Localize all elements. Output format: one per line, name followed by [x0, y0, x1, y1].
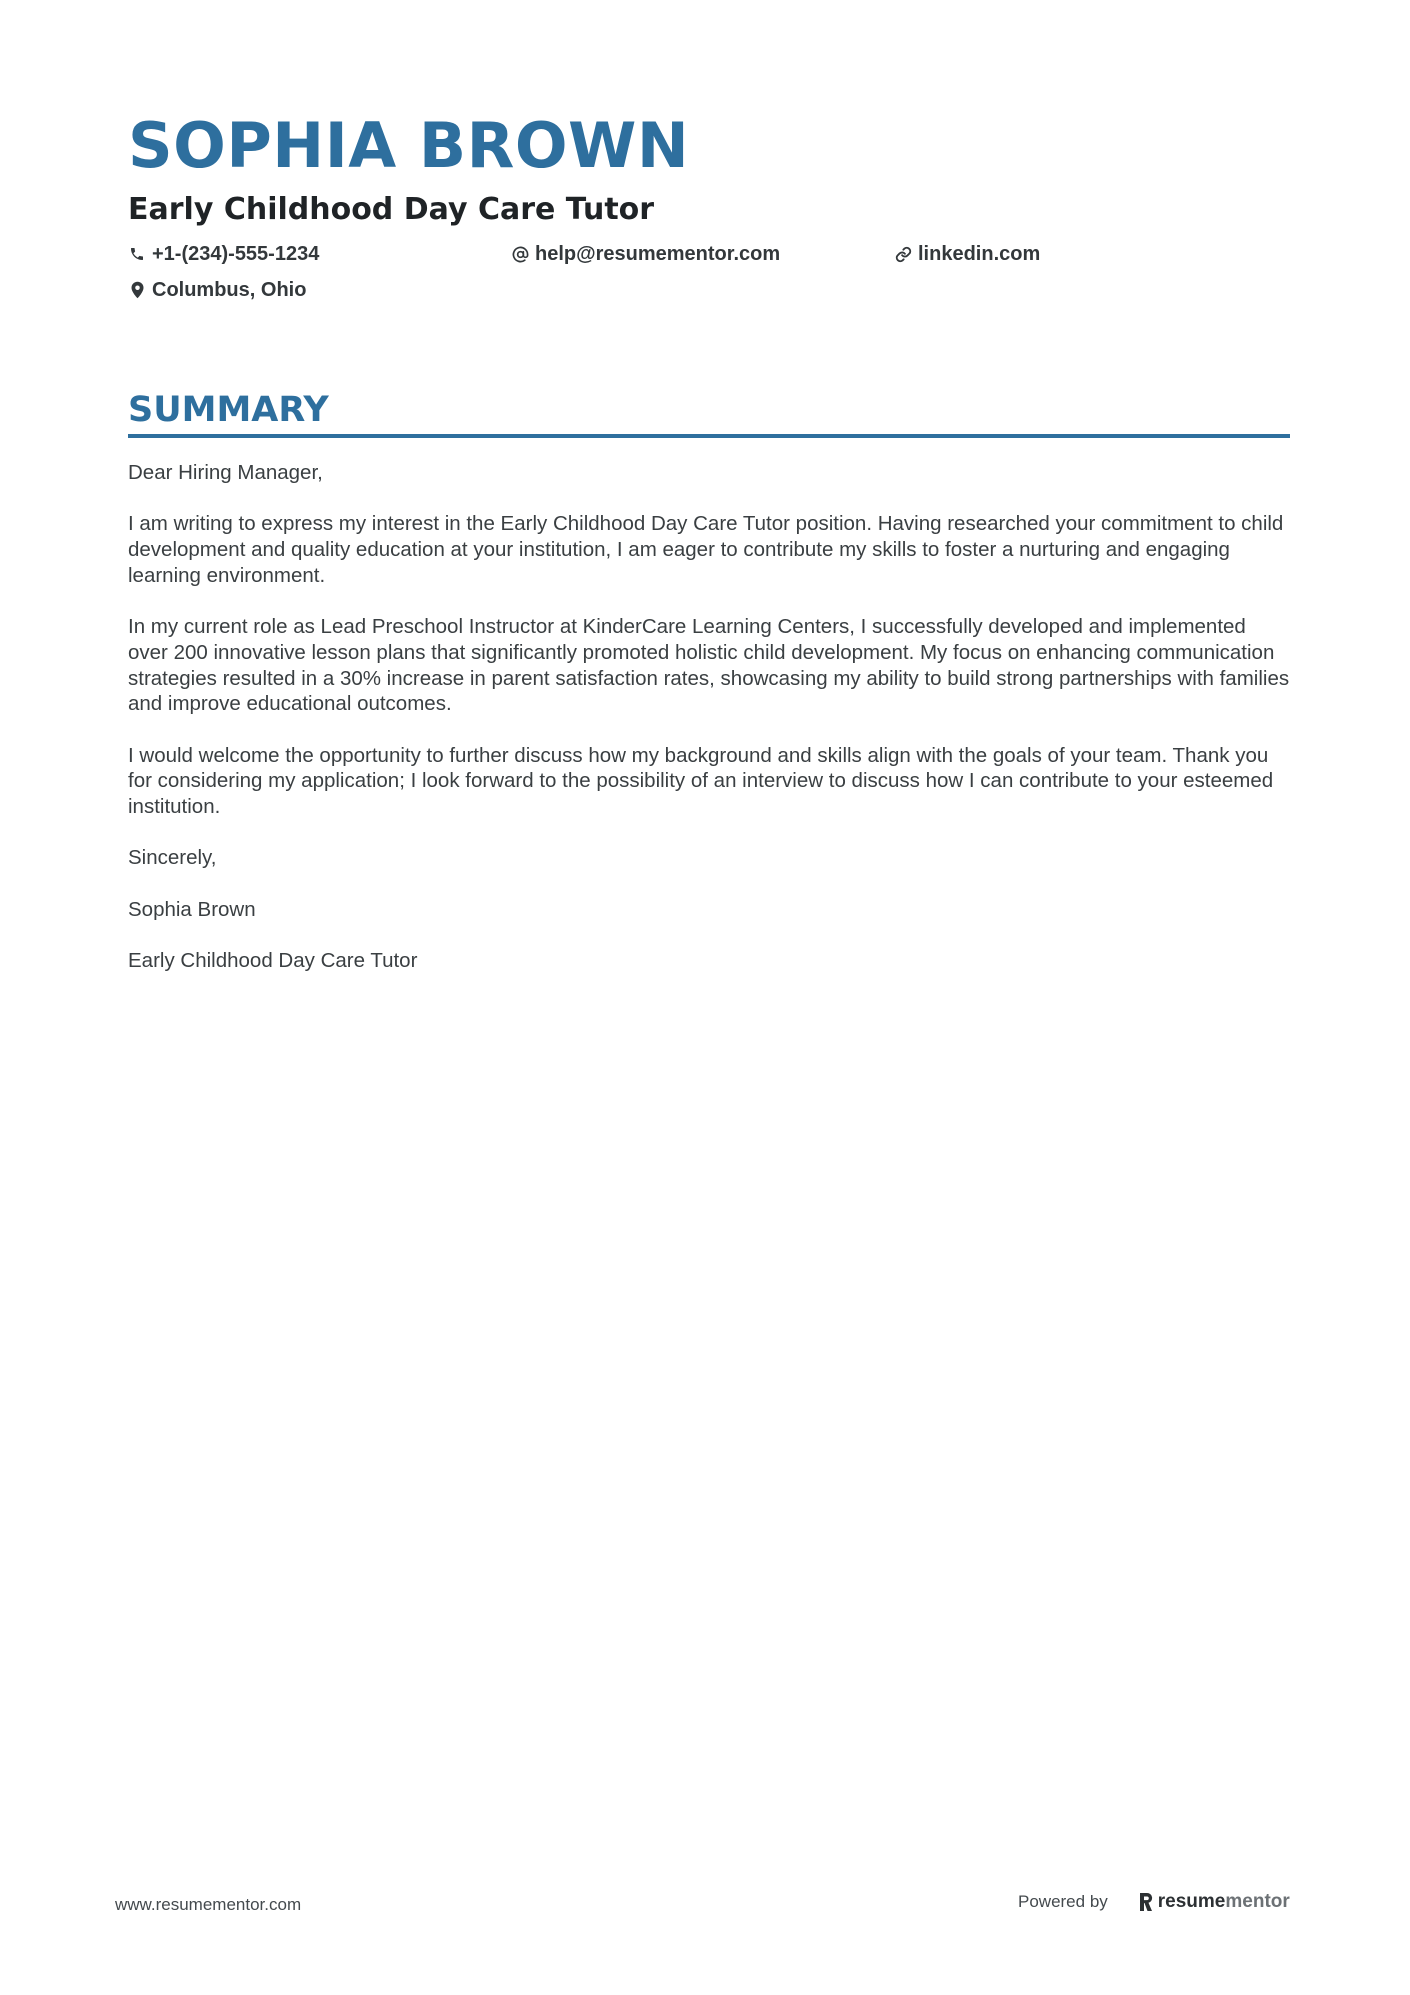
link-icon	[894, 245, 912, 263]
at-sign-icon	[511, 245, 529, 263]
contact-linkedin	[894, 240, 1277, 268]
letter-paragraph: In my current role as Lead Preschool Instructor at KinderCare Learning Centers, I successfully developed and implemented over 200 innovative lesson plans that significantly promoted holistic child development. My focus on enhancing communication strategies resulted in a 30% increase in parent satisfaction rates, showcasing my ability to build strong partnerships with families and improve educational outcomes.	[128, 615, 1290, 716]
footer-url[interactable]: www.resumementor.com	[115, 1895, 302, 1914]
linkedin-text: linkedin.com	[918, 243, 1041, 265]
phone-icon	[128, 245, 146, 263]
phone-text: +1-(234)-555-1234	[152, 243, 320, 265]
powered-by-label: Powered by	[1018, 1892, 1108, 1911]
brand-name-part1: resume	[1157, 1891, 1226, 1912]
letter-paragraph: I would welcome the opportunity to further discuss how my background and skills align with the goals of your team. Thank you for considering my application; I look forward to the possibility of an interview to discuss how I can contribute to your esteemed institution.	[128, 743, 1274, 819]
contact-phone	[128, 240, 511, 268]
candidate-name: SOPHIA BROWN	[128, 109, 690, 182]
contact-list	[128, 240, 1290, 304]
footer-powered-by	[1018, 1890, 1290, 1914]
contact-email	[511, 240, 894, 268]
summary-section	[128, 388, 1290, 1000]
brand-name-part2: mentor	[1225, 1891, 1290, 1912]
summary-heading: SUMMARY	[128, 388, 1290, 438]
letter-signature-name: Sophia Brown	[128, 897, 256, 921]
brand-mark-icon	[1138, 1892, 1154, 1912]
email-text: help@resumementor.com	[535, 243, 781, 265]
letter-salutation: Dear Hiring Manager,	[128, 461, 323, 484]
letter-body	[128, 460, 1290, 974]
brand-logo[interactable]	[1138, 1890, 1290, 1914]
letter-closing: Sincerely,	[128, 846, 217, 870]
header	[128, 108, 1290, 304]
letter-paragraph: I am writing to express my interest in the Early Childhood Day Care Tutor position. Having researched your commitment to child development and quality education at your institution, I am eager to contribute my skills to foster a nurturing and engaging learning environment.	[128, 512, 1284, 587]
map-pin-icon	[128, 281, 146, 299]
contact-location	[128, 276, 511, 304]
letter-signature-title: Early Childhood Day Care Tutor	[128, 949, 418, 973]
job-title: Early Childhood Day Care Tutor	[128, 192, 655, 227]
location-text: Columbus, Ohio	[152, 279, 307, 301]
